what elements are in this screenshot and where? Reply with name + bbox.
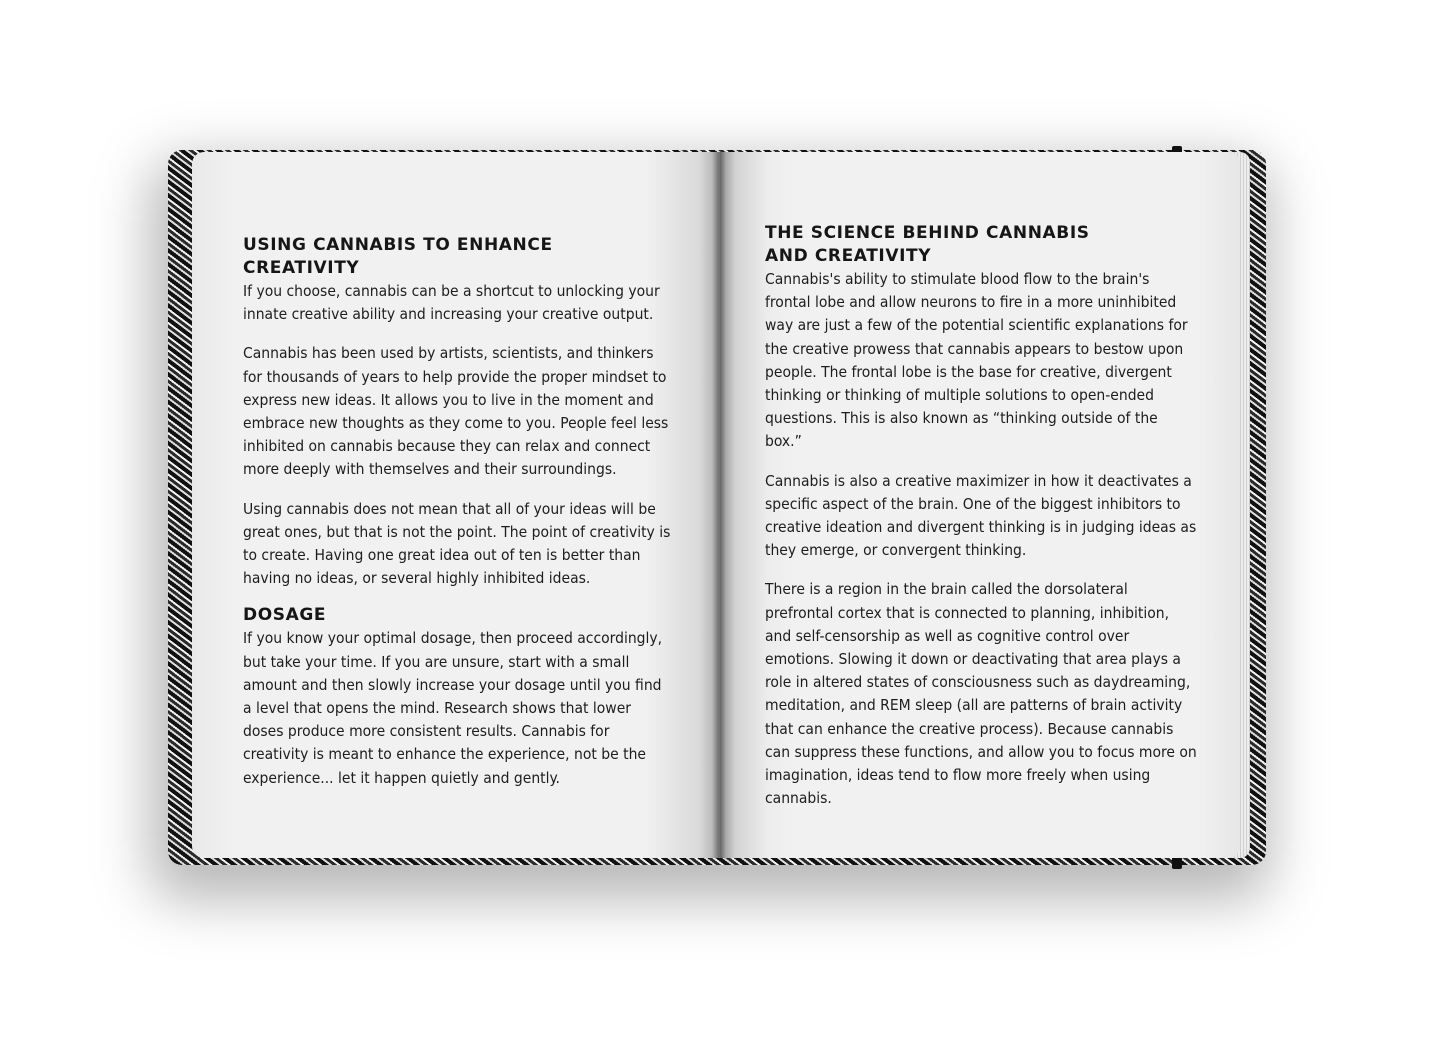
right-page-text [765, 222, 1197, 826]
paragraph: Cannabis's ability to stimulate blood flow to the brain's frontal lobe and allow neurons to fire in a more uninhibited way are just a few of the potential scientific explanations for the creative prowess that cannabis appears to bestow upon people. The frontal lobe is the base for creative, divergent thinking or thinking of multiple solutions to open-ended questions. This is also known as “thinking outside of the box.” [765, 270, 1188, 451]
paragraph: There is a region in the brain called the dorsolateral prefrontal cortex that is connected to planning, inhibition, and self-censorship as well as cognitive control over emotions. Slowing it down or deactivating that area plays a role in altered states of consciousness such as daydreaming, meditation, and REM sleep (all are patterns of brain activity that can enhance the creative process). Because cannabis can suppress these functions, and allow you to focus more on imagination, ideas tend to flow more freely when using cannabis. [765, 580, 1197, 808]
left-page-text [243, 234, 673, 806]
paragraph: Cannabis has been used by artists, scientists, and thinkers for thousands of years to help provide the proper mindset to express new ideas. It allows you to live in the moment and embrace new thoughts as they come to you. People feel less inhibited on cannabis because they can relax and connect more deeply with themselves and their surroundings. [243, 344, 669, 479]
book-gutter [712, 152, 726, 858]
ribbon-bookmark-bottom [1172, 857, 1182, 869]
paragraph: If you know your optimal dosage, then proceed accordingly, but take your time. If you are unsure, start with a small amount and then slowly increase your dosage until you find a level that opens the mind. Research shows that lower doses produce more consistent results. Cannabis for creativity is meant to enhance the experience, not be the experience... let it happen quietly and gently. [243, 629, 663, 787]
paragraph: If you choose, cannabis can be a shortcut to unlocking your innate creative ability and increasing your creative output. [243, 282, 660, 324]
heading-science-line-1: THE SCIENCE BEHIND CANNABIS [765, 223, 1090, 243]
heading-science-line-2: AND CREATIVITY [765, 246, 932, 266]
paragraph: Using cannabis does not mean that all of your ideas will be great ones, but that is not the point. The point of creativity is to create. Having one great idea out of ten is better than having no ideas, or several highly inhibited ideas. [243, 499, 671, 588]
heading-dosage: DOSAGE [243, 605, 327, 626]
heading-enhance-creativity: USING CANNABIS TO ENHANCE CREATIVITY [243, 235, 553, 278]
paragraph: Cannabis is also a creative maximizer in how it deactivates a specific aspect of the brain. One of the biggest inhibitors to creative ideation and divergent thinking is in judging ideas as they emerge, or convergent thinking. [765, 471, 1197, 560]
